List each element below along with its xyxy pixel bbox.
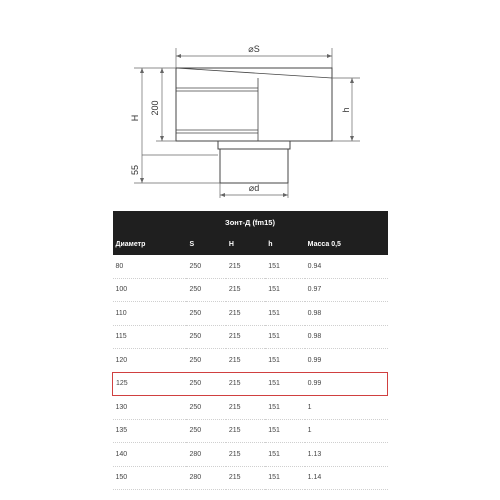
- cell-diameter: 115: [113, 325, 187, 349]
- pipe-spigot: [220, 149, 288, 183]
- dim-label-h: h: [341, 107, 351, 113]
- table-row: [113, 278, 388, 302]
- 200-arrow-top: [160, 68, 164, 73]
- cell-H: 215: [226, 302, 265, 326]
- H-arrow-top: [140, 68, 144, 73]
- cell-mass: 1.14: [305, 466, 388, 490]
- cell-s: 250: [186, 419, 225, 443]
- cell-diameter: 120: [113, 349, 187, 373]
- dim-label-s: ⌀S: [248, 44, 260, 54]
- cell-diameter: 140: [113, 443, 187, 467]
- cell-diameter: 110: [113, 302, 187, 326]
- 200-arrow-bottom: [160, 136, 164, 141]
- cell-H: 215: [226, 349, 265, 373]
- cell-mass: 1.13: [305, 443, 388, 467]
- cell-h: 151: [265, 325, 304, 349]
- cell-h: 151: [265, 443, 304, 467]
- pipe-collar: [218, 141, 290, 149]
- cell-H: 215: [226, 466, 265, 490]
- d-arrow-left: [220, 193, 225, 197]
- cell-h: 151: [265, 419, 304, 443]
- s-arrow-right: [327, 54, 332, 58]
- table-row: [113, 443, 388, 467]
- cell-s: 250: [186, 302, 225, 326]
- h-arrow-bottom: [350, 136, 354, 141]
- cell-s: 250: [186, 325, 225, 349]
- table-title-row: [113, 211, 388, 233]
- technical-drawing: [0, 0, 500, 205]
- cell-mass: 0.99: [305, 372, 388, 396]
- cell-mass: 0.98: [305, 325, 388, 349]
- cell-h: 151: [265, 278, 304, 302]
- cell-diameter: 80: [113, 255, 187, 278]
- table-row: [113, 466, 388, 490]
- dim-label-d: ⌀d: [248, 183, 260, 193]
- h-arrow-top: [350, 78, 354, 83]
- dim-label-200: 200: [150, 100, 160, 116]
- cell-h: 151: [265, 396, 304, 420]
- cell-mass: 0.99: [305, 349, 388, 373]
- cell-H: 215: [226, 325, 265, 349]
- cell-diameter: 130: [113, 396, 187, 420]
- dim-label-H: H: [130, 114, 140, 122]
- col-header-H: H: [226, 233, 265, 255]
- col-header-h: h: [265, 233, 304, 255]
- cell-diameter: 135: [113, 419, 187, 443]
- table-row: [113, 255, 388, 278]
- table-row-highlighted: [113, 372, 388, 396]
- H-arrow-bottom: [140, 178, 144, 183]
- cell-H: 215: [226, 396, 265, 420]
- cell-h: 151: [265, 255, 304, 278]
- table-row: [113, 396, 388, 420]
- cell-s: 250: [186, 278, 225, 302]
- cell-h: 151: [265, 302, 304, 326]
- table-body: [113, 255, 388, 490]
- table-header-row: [113, 233, 388, 255]
- cell-h: 151: [265, 349, 304, 373]
- table-row: [113, 302, 388, 326]
- cell-s: 250: [186, 372, 225, 396]
- cell-s: 250: [186, 255, 225, 278]
- cell-H: 215: [226, 372, 265, 396]
- cell-s: 280: [186, 443, 225, 467]
- col-header-mass: Масса 0,5: [305, 233, 388, 255]
- table-row: [113, 419, 388, 443]
- cell-diameter: 150: [113, 466, 187, 490]
- cell-H: 215: [226, 419, 265, 443]
- drawing-svg: [0, 0, 500, 205]
- cell-mass: 1: [305, 396, 388, 420]
- spec-table: [112, 211, 388, 490]
- cell-diameter: 100: [113, 278, 187, 302]
- cell-mass: 0.94: [305, 255, 388, 278]
- cell-mass: 0.97: [305, 278, 388, 302]
- table-row: [113, 325, 388, 349]
- s-arrow-left: [176, 54, 181, 58]
- cell-H: 215: [226, 278, 265, 302]
- cell-s: 280: [186, 466, 225, 490]
- table-title: Зонт-Д (fm15): [113, 211, 388, 233]
- cell-diameter: 125: [113, 372, 187, 396]
- cell-s: 250: [186, 349, 225, 373]
- dim-label-55: 55: [130, 164, 140, 176]
- d-arrow-right: [283, 193, 288, 197]
- col-header-s: S: [186, 233, 225, 255]
- cell-H: 215: [226, 443, 265, 467]
- cell-H: 215: [226, 255, 265, 278]
- cell-s: 250: [186, 396, 225, 420]
- cell-mass: 1: [305, 419, 388, 443]
- cell-h: 151: [265, 466, 304, 490]
- table-row: [113, 349, 388, 373]
- cell-mass: 0.98: [305, 302, 388, 326]
- cell-h: 151: [265, 372, 304, 396]
- col-header-diameter: Диаметр: [113, 233, 187, 255]
